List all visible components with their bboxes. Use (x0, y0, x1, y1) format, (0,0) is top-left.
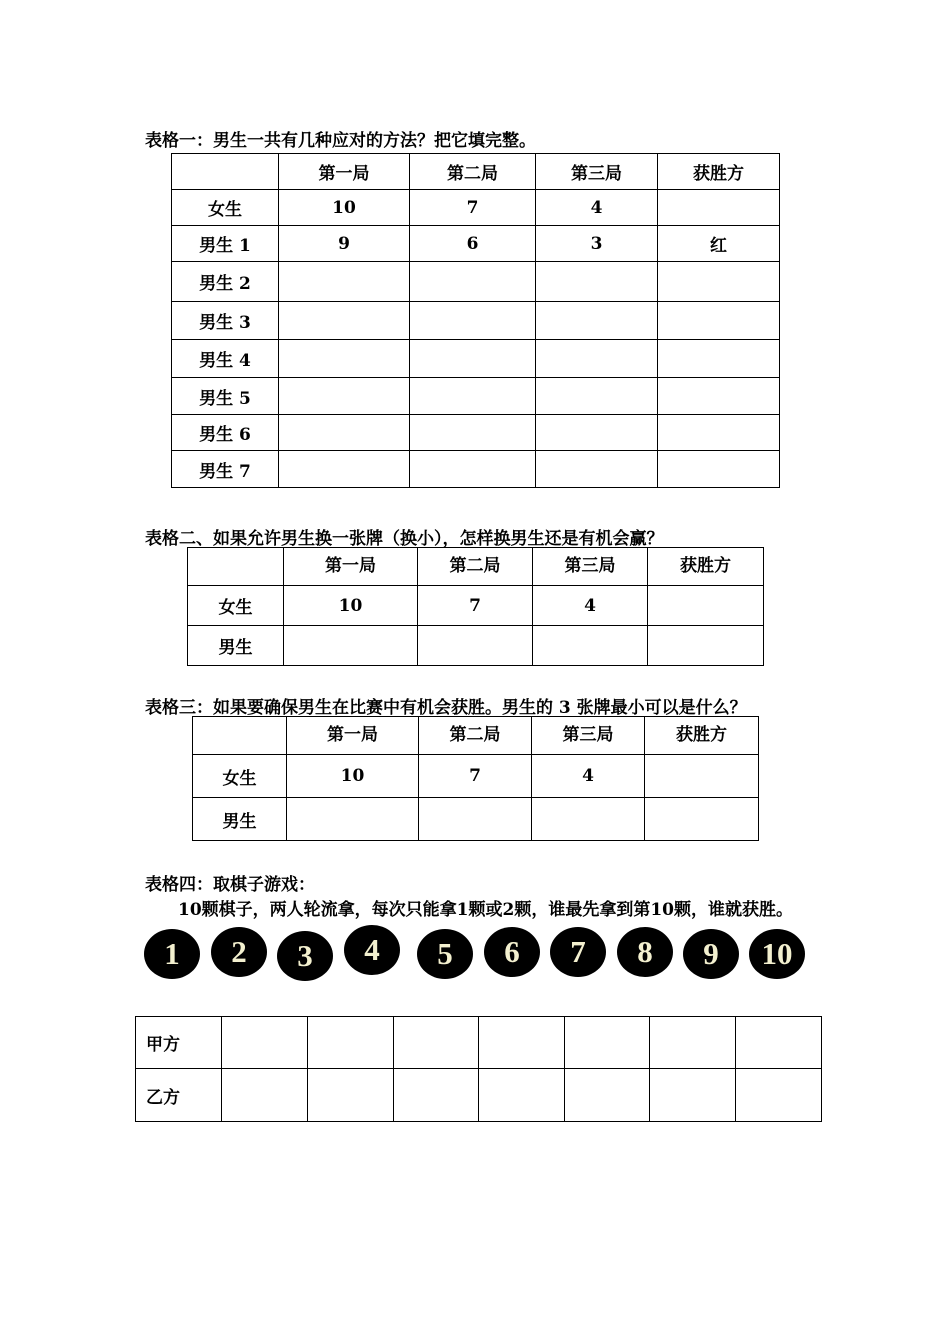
chip-3[interactable]: 3 (277, 931, 333, 981)
answer-cell[interactable] (645, 798, 759, 841)
row-label: 男生 2 (172, 262, 279, 302)
answer-cell[interactable] (532, 798, 645, 841)
row-label: 男生 1 (172, 226, 279, 262)
row-label: 女生 (193, 755, 287, 798)
table2-body (188, 548, 764, 666)
answer-cell[interactable] (658, 190, 780, 226)
row-label: 乙方 (136, 1069, 222, 1122)
table3-header-cell (193, 717, 287, 755)
table-row (172, 262, 780, 302)
game-description: 10颗棋子，两人轮流拿，每次只能拿1颗或2颗，谁最先拿到第10颗，谁就获胜。 (178, 900, 793, 920)
table1 (171, 153, 780, 488)
answer-cell[interactable] (410, 340, 536, 378)
answer-cell[interactable] (650, 1069, 736, 1122)
table-row (172, 340, 780, 378)
chip-7[interactable]: 7 (550, 927, 606, 977)
row-label: 男生 5 (172, 378, 279, 415)
table-row (172, 190, 780, 226)
answer-cell[interactable] (410, 451, 536, 488)
value-cell: 6 (410, 226, 536, 262)
answer-cell[interactable] (658, 302, 780, 340)
table-row (193, 798, 759, 841)
answer-cell[interactable] (394, 1069, 479, 1122)
value-cell: 10 (284, 586, 418, 626)
table1-header-cell (172, 154, 279, 190)
answer-cell[interactable] (308, 1017, 394, 1069)
table-row (188, 626, 764, 666)
answer-cell[interactable] (536, 340, 658, 378)
answer-cell[interactable] (279, 262, 410, 302)
answer-cell[interactable] (287, 798, 419, 841)
value-cell: 7 (418, 586, 533, 626)
value-cell: 4 (533, 586, 648, 626)
answer-cell[interactable] (648, 586, 764, 626)
answer-cell[interactable] (394, 1017, 479, 1069)
value-cell: 7 (410, 190, 536, 226)
table-row (136, 1017, 822, 1069)
answer-cell[interactable] (279, 415, 410, 451)
row-label: 男生 3 (172, 302, 279, 340)
answer-cell[interactable] (533, 626, 648, 666)
table3-caption: 表格三：如果要确保男生在比赛中有机会获胜。男生的 3 张牌最小可以是什么？ (145, 698, 747, 718)
chip-10[interactable]: 10 (749, 929, 805, 979)
answer-cell[interactable] (536, 302, 658, 340)
table3-header-cell: 第一局 (287, 717, 419, 755)
answer-cell[interactable] (645, 755, 759, 798)
answer-cell[interactable] (648, 626, 764, 666)
table1-caption: 表格一：男生一共有几种应对的方法？把它填完整。 (145, 131, 536, 151)
answer-cell[interactable] (410, 262, 536, 302)
table3-header-cell: 第二局 (419, 717, 532, 755)
row-label: 男生 (188, 626, 284, 666)
table1-header-cell: 第三局 (536, 154, 658, 190)
table2-header-cell: 第二局 (418, 548, 533, 586)
chip-9[interactable]: 9 (683, 929, 739, 979)
table-row (172, 378, 780, 415)
table2-header-row (188, 548, 764, 586)
row-label: 女生 (172, 190, 279, 226)
table2-header-cell: 获胜方 (648, 548, 764, 586)
answer-cell[interactable] (650, 1017, 736, 1069)
value-cell: 3 (536, 226, 658, 262)
answer-cell[interactable] (308, 1069, 394, 1122)
value-cell: 10 (279, 190, 410, 226)
value-cell: 红 (658, 226, 780, 262)
row-label: 甲方 (136, 1017, 222, 1069)
row-label: 男生 7 (172, 451, 279, 488)
table-row (172, 226, 780, 262)
row-label: 女生 (188, 586, 284, 626)
row-label: 男生 (193, 798, 287, 841)
answer-cell[interactable] (565, 1017, 650, 1069)
answer-cell[interactable] (279, 451, 410, 488)
answer-cell[interactable] (279, 378, 410, 415)
answer-cell[interactable] (658, 451, 780, 488)
value-cell: 7 (419, 755, 532, 798)
value-cell: 4 (536, 190, 658, 226)
table4-body (136, 1017, 822, 1122)
table-row (172, 451, 780, 488)
answer-cell[interactable] (222, 1069, 308, 1122)
chip-1[interactable]: 1 (144, 929, 200, 979)
answer-cell[interactable] (222, 1017, 308, 1069)
table-row (193, 755, 759, 798)
chip-6[interactable]: 6 (484, 927, 540, 977)
answer-cell[interactable] (279, 340, 410, 378)
table1-header-cell: 第一局 (279, 154, 410, 190)
table-row (136, 1069, 822, 1122)
answer-cell[interactable] (279, 302, 410, 340)
answer-cell[interactable] (410, 302, 536, 340)
answer-cell[interactable] (284, 626, 418, 666)
table2-header-cell: 第一局 (284, 548, 418, 586)
table1-header-cell: 获胜方 (658, 154, 780, 190)
chip-4[interactable]: 4 (344, 925, 400, 975)
table-row (172, 302, 780, 340)
table3 (192, 716, 759, 841)
table4 (135, 1016, 822, 1122)
chip-5[interactable]: 5 (417, 929, 473, 979)
answer-cell[interactable] (410, 378, 536, 415)
answer-cell[interactable] (536, 262, 658, 302)
answer-cell[interactable] (565, 1069, 650, 1122)
row-label: 男生 6 (172, 415, 279, 451)
answer-cell[interactable] (536, 415, 658, 451)
answer-cell[interactable] (536, 378, 658, 415)
answer-cell[interactable] (658, 340, 780, 378)
table1-header-row (172, 154, 780, 190)
chip-8[interactable]: 8 (617, 927, 673, 977)
row-label: 男生 4 (172, 340, 279, 378)
table1-body (172, 154, 780, 488)
table2-header-cell: 第三局 (533, 548, 648, 586)
answer-cell[interactable] (658, 378, 780, 415)
answer-cell[interactable] (418, 626, 533, 666)
table2-header-cell (188, 548, 284, 586)
answer-cell[interactable] (479, 1017, 565, 1069)
table2-caption: 表格二、如果允许男生换一张牌（换小），怎样换男生还是有机会赢？ (145, 529, 664, 549)
chip-2[interactable]: 2 (211, 927, 267, 977)
table-row (188, 586, 764, 626)
table-row (172, 415, 780, 451)
table3-header-row (193, 717, 759, 755)
answer-cell[interactable] (736, 1069, 822, 1122)
answer-cell[interactable] (536, 451, 658, 488)
table1-header-cell: 第二局 (410, 154, 536, 190)
table3-header-cell: 获胜方 (645, 717, 759, 755)
table4-caption: 表格四：取棋子游戏： (145, 875, 315, 895)
answer-cell[interactable] (736, 1017, 822, 1069)
table2 (187, 547, 764, 666)
table3-header-cell: 第三局 (532, 717, 645, 755)
table3-body (193, 717, 759, 841)
answer-cell[interactable] (658, 415, 780, 451)
answer-cell[interactable] (419, 798, 532, 841)
value-cell: 10 (287, 755, 419, 798)
answer-cell[interactable] (410, 415, 536, 451)
answer-cell[interactable] (479, 1069, 565, 1122)
value-cell: 9 (279, 226, 410, 262)
answer-cell[interactable] (658, 262, 780, 302)
value-cell: 4 (532, 755, 645, 798)
